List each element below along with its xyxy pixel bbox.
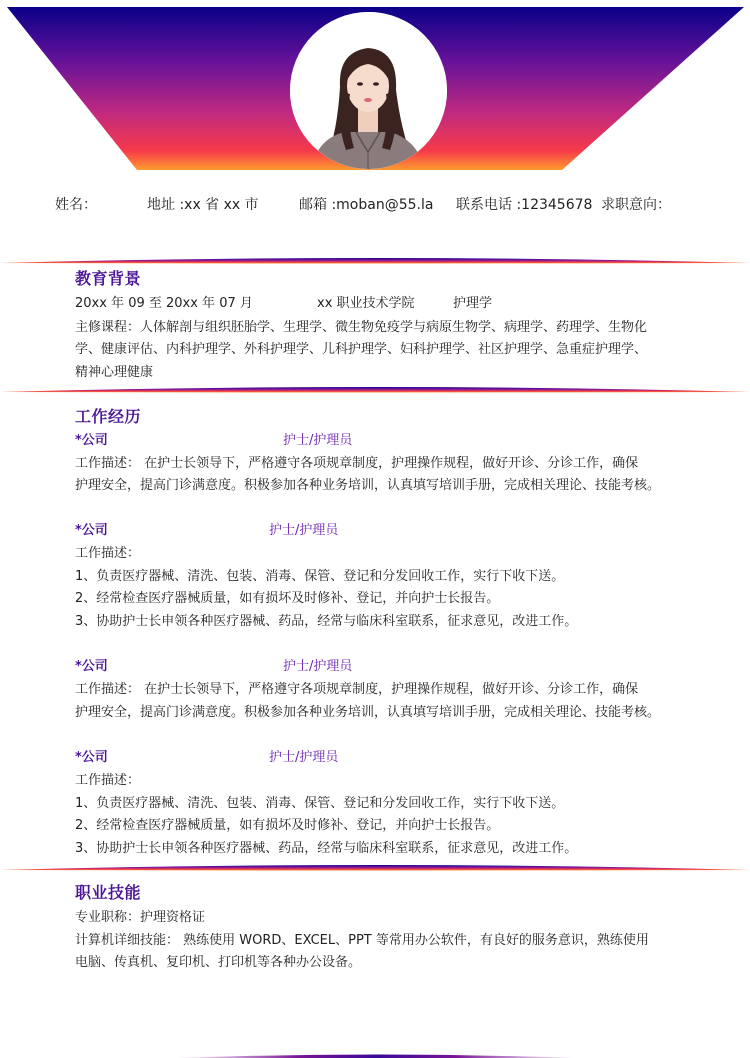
- job-company: *公司: [75, 523, 108, 538]
- job-description-line: 工作描述： 在护士长领导下，严格遵守各项规章制度，护理操作规程，做好开诊、分诊工作，确保: [75, 456, 639, 471]
- job-description-line: 3、协助护士长申领各种医疗器械、药品，经常与临床科室联系，征求意见，改进工作。: [75, 614, 578, 629]
- skills-computer-line: 电脑、传真机、复印机、打印机等各种办公设备。: [75, 955, 362, 970]
- job-description-line: 1、负责医疗器械、清洗、包装、消毒、保管、登记和分发回收工作，实行下收下送。: [75, 569, 565, 584]
- job-description-line: 2、经常检查医疗器械质量，如有损坏及时修补、登记，并向护士长报告。: [75, 818, 500, 833]
- job-role: 护士/护理员: [283, 433, 353, 448]
- job-company: *公司: [75, 750, 108, 765]
- job-description-line: 工作描述：: [75, 773, 141, 788]
- objective-label: 求职意向：: [601, 197, 671, 213]
- job-description-line: 3、协助护士长申领各种医疗器械、药品，经常与临床科室联系，征求意见，改进工作。: [75, 841, 578, 856]
- job-role: 护士/护理员: [269, 750, 339, 765]
- education-courses-line: 主修课程：人体解剖与组织胚胎学、生理学、微生物免疫学与病原生物学、病理学、药理学、生物化: [75, 320, 648, 335]
- name-label: 姓名：: [55, 197, 97, 213]
- section-divider: [0, 861, 750, 871]
- avatar-illustration-icon: [290, 12, 447, 169]
- profile-photo: [290, 12, 447, 169]
- education-section-title: 教育背景: [75, 269, 142, 288]
- email-field: 邮箱 :moban@55.la: [299, 197, 434, 213]
- section-divider: [0, 254, 750, 264]
- job-description-line: 2、经常检查医疗器械质量，如有损坏及时修补、登记，并向护士长报告。: [75, 591, 500, 606]
- section-divider: [0, 383, 750, 393]
- education-school: xx 职业技术学院: [317, 296, 415, 311]
- education-courses-line: 精神心理健康: [75, 365, 154, 380]
- education-major: 护理学: [453, 296, 493, 311]
- job-company: *公司: [75, 659, 108, 674]
- education-period: 20xx 年 09 至 20xx 年 07 月: [75, 296, 253, 311]
- skills-certificate: 专业职称：护理资格证: [75, 910, 206, 925]
- job-role: 护士/护理员: [283, 659, 353, 674]
- work-section-title: 工作经历: [75, 407, 142, 426]
- address-field: 地址 :xx 省 xx 市: [147, 197, 259, 213]
- skills-computer-line: 计算机详细技能： 熟练使用 WORD、EXCEL、PPT 等常用办公软件，有良好的服务意识，熟练使用: [75, 933, 649, 948]
- skills-section-title: 职业技能: [75, 883, 142, 902]
- phone-field: 联系电话 :12345678: [456, 197, 593, 213]
- contact-info-line: [0, 194, 750, 216]
- education-courses-line: 学、健康评估、内科护理学、外科护理学、儿科护理学、妇科护理学、社区护理学、急重症护理学、: [75, 342, 648, 357]
- bottom-decoration: [0, 1046, 750, 1058]
- job-description-line: 工作描述：: [75, 546, 141, 561]
- job-company: *公司: [75, 433, 108, 448]
- job-description-line: 1、负责医疗器械、清洗、包装、消毒、保管、登记和分发回收工作，实行下收下送。: [75, 796, 565, 811]
- job-role: 护士/护理员: [269, 523, 339, 538]
- job-description-line: 护理安全，提高门诊满意度。积极参加各种业务培训，认真填写培训手册，完成相关理论、技能考核。: [75, 478, 661, 493]
- job-description-line: 护理安全，提高门诊满意度。积极参加各种业务培训，认真填写培训手册，完成相关理论、技能考核。: [75, 705, 661, 720]
- job-description-line: 工作描述： 在护士长领导下，严格遵守各项规章制度，护理操作规程，做好开诊、分诊工作，确保: [75, 682, 639, 697]
